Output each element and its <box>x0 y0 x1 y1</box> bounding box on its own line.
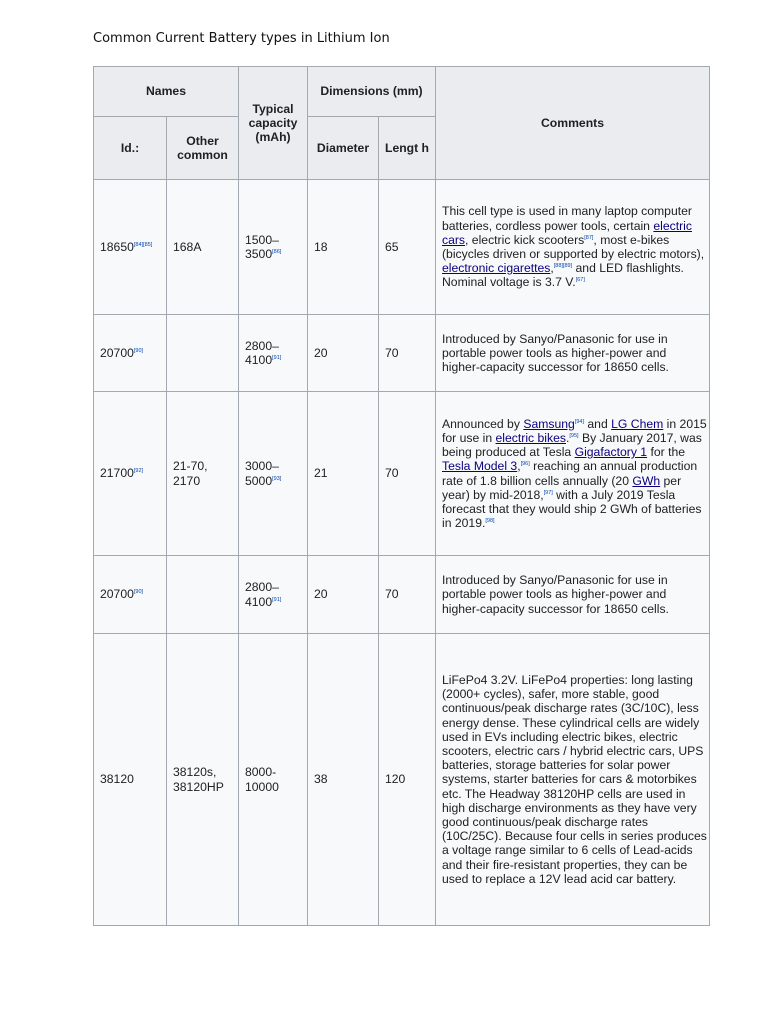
comment-text: and LED flashlights. Nominal voltage is 3.7 V. <box>442 261 684 290</box>
citation-ref[interactable]: [87] <box>584 234 594 241</box>
cell-other-common <box>167 634 239 926</box>
wiki-link[interactable]: electric cars <box>442 218 692 247</box>
cell-length <box>379 634 436 926</box>
cell-diameter <box>308 315 379 392</box>
wiki-link[interactable]: Gigafactory 1 <box>574 445 648 460</box>
cell-comment <box>436 315 710 392</box>
citation-ref[interactable]: [98] <box>485 518 495 525</box>
cell-other-common <box>167 556 239 634</box>
cell-diameter <box>308 392 379 556</box>
citation-ref[interactable]: [95] <box>569 432 579 439</box>
cell-id <box>94 634 167 926</box>
comment-text: and <box>584 416 612 431</box>
cell-capacity <box>239 180 308 315</box>
citation-ref[interactable]: [94] <box>574 418 585 425</box>
header-length: Lengt h <box>379 117 436 180</box>
cell-diameter <box>308 180 379 315</box>
cell-length <box>379 315 436 392</box>
wiki-link[interactable]: electronic cigarettes <box>442 261 551 276</box>
wiki-link[interactable]: GWh <box>632 473 661 488</box>
cell-id <box>94 315 167 392</box>
cell-comment <box>436 634 710 926</box>
cell-capacity-text: 3000–5000 <box>245 459 279 488</box>
citation-ref[interactable]: [93] <box>272 475 282 482</box>
cell-id <box>94 180 167 315</box>
cell-other-common-text: 168A <box>173 239 202 254</box>
cell-diameter <box>308 634 379 926</box>
cell-capacity <box>239 315 308 392</box>
wiki-link[interactable]: electric bikes <box>495 430 566 445</box>
cell-capacity-text: 1500–3500 <box>245 232 279 261</box>
citation-ref[interactable]: [90] <box>133 589 144 596</box>
table-row <box>94 180 710 315</box>
header-dimensions: Dimensions (mm) <box>308 67 436 117</box>
cell-length-text: 120 <box>385 772 406 787</box>
comment-text: , most e-bikes (bicycles driven or supported by electric motors), <box>442 232 705 261</box>
wiki-link[interactable]: LG Chem <box>611 416 664 431</box>
cell-length <box>379 556 436 634</box>
header-typical-capacity: Typical capacity (mAh) <box>239 67 308 180</box>
table-row <box>94 392 710 556</box>
cell-length-text: 70 <box>385 587 399 602</box>
document-title: Common Current Battery types in Lithium Ion <box>93 31 390 46</box>
comment-text: for the <box>647 445 686 460</box>
cell-length <box>379 392 436 556</box>
cell-diameter-text: 21 <box>314 466 328 481</box>
comment-text: Introduced by Sanyo/Panasonic for use in portable power tools as higher-power and higher-capacity successor for 18650 cells. <box>442 331 669 375</box>
comment-text: LiFePo4 3.2V. LiFePo4 properties: long lasting (2000+ cycles), safer, more stable, good continuous/peak discharge rates (3C/10C), less energy dense. These cylindrical cells are widely used in EVs including electric bikes, electric scooters, electric cars / hybrid electric cars, UPS batteries, storage batteries for solar power systems, starter batteries for cars & motorbikes etc. The Headway 38120HP cells are used in high discharge environments as they have very good continuous/peak discharge rates (10C/25C). Because four cells in series produces a voltage range similar to 6 cells of Lead-acids and their fire-resistant properties, they can be used to replace a 12V lead acid car battery. <box>442 672 707 886</box>
cell-other-common <box>167 180 239 315</box>
comment-text: , <box>517 459 521 474</box>
cell-length-text: 70 <box>385 466 399 481</box>
cell-other-common <box>167 315 239 392</box>
cell-capacity-text: 2800–4100 <box>245 338 279 367</box>
header-diameter: Diameter <box>308 117 379 180</box>
battery-types-table <box>93 66 710 926</box>
table-row <box>94 315 710 392</box>
cell-other-common-text: 38120s, 38120HP <box>173 765 224 794</box>
cell-other-common-text: 21-70, 2170 <box>173 459 208 488</box>
comment-text: per year) by mid-2018, <box>442 473 682 502</box>
cell-id-text: 38120 <box>100 772 134 787</box>
cell-length <box>379 180 436 315</box>
comment-text: , electric kick scooters <box>465 232 585 247</box>
comment-text: By January 2017, was being produced at Tesla <box>442 430 702 460</box>
cell-length-text: 70 <box>385 345 399 360</box>
citation-ref[interactable]: [92] <box>133 468 144 475</box>
table-row <box>94 556 710 634</box>
cell-capacity-text: 8000-10000 <box>245 765 279 794</box>
cell-capacity <box>239 556 308 634</box>
cell-diameter-text: 38 <box>314 772 328 787</box>
cell-comment <box>436 556 710 634</box>
comment-text: reaching an annual production rate of 1.8 billion cells annually (20 <box>442 459 698 488</box>
comment-text: with a July 2019 Tesla forecast that they would ship 2 GWh of batteries in 2019. <box>442 487 702 531</box>
citation-ref[interactable]: [91] <box>272 596 282 603</box>
cell-id-text: 20700 <box>100 587 134 602</box>
citation-ref[interactable]: [67] <box>575 277 585 284</box>
cell-diameter-text: 20 <box>314 587 328 602</box>
citation-ref[interactable]: [91] <box>272 355 282 361</box>
cell-id <box>94 392 167 556</box>
cell-other-common <box>167 392 239 556</box>
cell-length-text: 65 <box>385 239 399 254</box>
header-names: Names <box>94 67 239 117</box>
comment-text: Introduced by Sanyo/Panasonic for use in portable power tools as higher-power and higher-capacity successor for 18650 cells. <box>442 573 669 616</box>
comment-text: . <box>565 430 570 445</box>
header-other-common: Other common <box>167 117 239 180</box>
comment-text: in 2015 for use in <box>442 416 707 445</box>
citation-ref[interactable]: [88][89] <box>553 263 573 270</box>
cell-diameter-text: 20 <box>314 345 328 360</box>
citation-ref[interactable]: [86] <box>272 249 282 255</box>
citation-ref[interactable]: [84][85] <box>133 241 153 248</box>
cell-id-text: 20700 <box>100 345 134 360</box>
cell-capacity <box>239 392 308 556</box>
comment-text: , <box>550 261 554 276</box>
cell-comment <box>436 180 710 315</box>
table-row <box>94 634 710 926</box>
cell-capacity-text: 2800–4100 <box>245 580 279 609</box>
header-id: Id.: <box>94 117 167 180</box>
cell-diameter-text: 18 <box>314 239 328 254</box>
header-comments: Comments <box>436 67 710 180</box>
cell-id-text: 21700 <box>100 466 134 481</box>
cell-comment <box>436 392 710 556</box>
cell-id <box>94 556 167 634</box>
citation-ref[interactable]: [97] <box>543 489 553 496</box>
cell-diameter <box>308 556 379 634</box>
comment-text: This cell type is used in many laptop computer batteries, cordless power tools, certain <box>442 204 692 233</box>
cell-capacity <box>239 634 308 926</box>
comment-text: Announced by <box>442 416 524 431</box>
cell-id-text: 18650 <box>100 239 134 254</box>
wiki-link[interactable]: Samsung <box>523 416 575 431</box>
wiki-link[interactable]: Tesla Model 3 <box>442 459 518 474</box>
citation-ref[interactable]: [90] <box>133 347 144 354</box>
citation-ref[interactable]: [96] <box>520 461 530 468</box>
